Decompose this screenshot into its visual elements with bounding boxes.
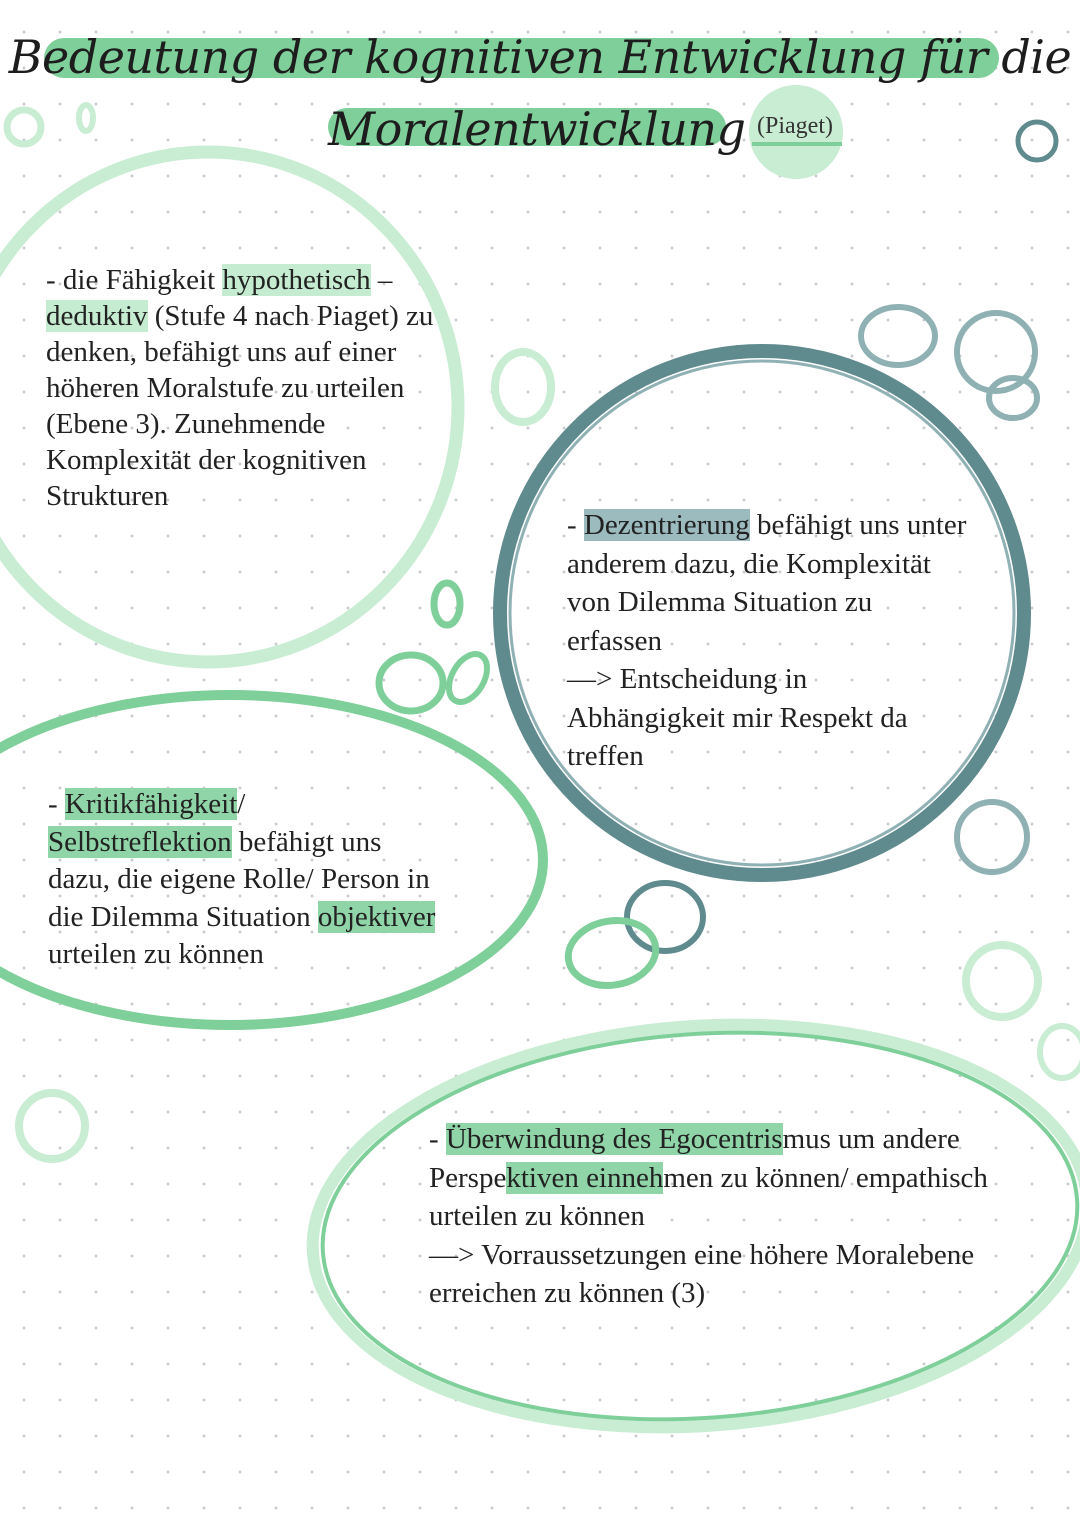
ring-g7 xyxy=(1040,1026,1080,1078)
highlight-dezentrierung: Dezentrierung xyxy=(583,509,750,541)
ring-t4 xyxy=(957,802,1027,872)
ring-m1 xyxy=(495,352,551,422)
highlight-selbstreflektion: Selbstreflektion xyxy=(48,825,232,858)
highlight-perspektiven: ktiven einneh xyxy=(506,1161,664,1194)
note-dezentrierung: - Dezentrierung befähigt uns unter anderem dazu, die Komplexität von Dilemma Situation zu erfassen —> Entscheidung in Abhängigkeit mir Respekt da treffen xyxy=(567,509,967,772)
ring-tl-2 xyxy=(79,105,93,131)
ring-g8 xyxy=(19,1093,85,1159)
ring-t5 xyxy=(627,883,703,951)
ring-m2 xyxy=(434,583,460,625)
ring-m3 xyxy=(379,655,443,711)
highlight-objektiver: objektiver xyxy=(317,900,436,933)
ring-t1 xyxy=(861,307,935,365)
highlight-kritikfaehigkeit: Kritikfähigkeit xyxy=(64,788,238,820)
title-line-1: Bedeutung der kognitiven Entwicklung für die xyxy=(8,30,1072,84)
ring-tl-1 xyxy=(7,110,41,144)
highlight-ueberwindung: Überwindung des Egocentris xyxy=(445,1123,783,1155)
ring-tr xyxy=(1018,122,1056,160)
note-kritik: - Kritikfähigkeit/ Selbstreflektion befähigt uns dazu, die eigene Rolle/ Person in die Dilemma Situation objektiver urteilen zu können xyxy=(48,788,436,970)
ring-m4 xyxy=(441,647,495,708)
highlight-hypothetisch: hypothetisch xyxy=(222,264,371,296)
title-line-2: Moralentwicklung xyxy=(328,102,746,156)
note-hypothetisch: - die Fähigkeit hypothetisch – deduktiv (Stufe 4 nach Piaget) zu denken, befähigt uns auf einer höheren Moralstufe zu urteilen (Ebene 3). Zunehmende Komplexität der kognitiven Strukturen xyxy=(46,264,434,512)
ring-g5 xyxy=(563,914,661,992)
note-egozentrismus: - Überwindung des Egocentrismus um andere Perspektiven einnehmen zu können/ empathisch urteilen zu können —> Vorraussetzungen eine höhere Moralebene erreichen zu können (3) xyxy=(429,1123,988,1309)
ring-g6 xyxy=(966,945,1038,1017)
highlight-deduktiv: deduktiv xyxy=(46,300,148,332)
piaget-note: (Piaget) xyxy=(757,113,833,139)
